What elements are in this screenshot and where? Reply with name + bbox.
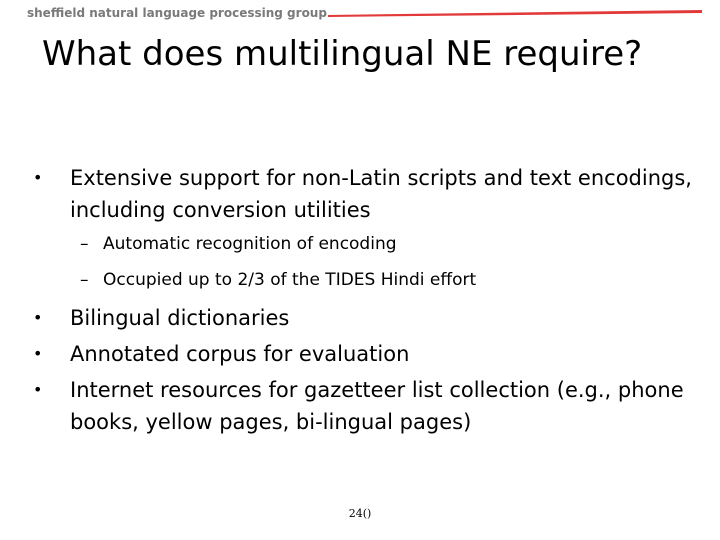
bullet-marker: • bbox=[33, 308, 43, 327]
brand-header: sheffield natural language processing group bbox=[27, 6, 327, 20]
bullet-list bbox=[0, 162, 720, 442]
slide-title: What does multilingual NE require? bbox=[42, 34, 643, 74]
bullet-item bbox=[0, 162, 720, 226]
bullet-marker: • bbox=[33, 380, 43, 399]
slide-number: 24() bbox=[348, 507, 372, 520]
bullet-text: Internet resources for gazetteer list collection (e.g., phone books, yellow pages, bi-lingual pages) bbox=[70, 378, 684, 434]
sub-bullet-item bbox=[0, 266, 720, 294]
sub-bullet-text: Automatic recognition of encoding bbox=[103, 234, 397, 254]
bullet-item bbox=[0, 338, 720, 370]
bullet-text: Bilingual dictionaries bbox=[70, 306, 290, 330]
header-rule-stroke bbox=[328, 10, 702, 17]
sub-bullet-marker: – bbox=[80, 234, 89, 254]
bullet-marker: • bbox=[33, 168, 43, 187]
sub-bullet-marker: – bbox=[80, 270, 89, 290]
bullet-item bbox=[0, 302, 720, 334]
bullet-text: Annotated corpus for evaluation bbox=[70, 342, 410, 366]
header-rule bbox=[328, 8, 702, 18]
sub-bullet-item bbox=[0, 230, 720, 258]
bullet-item bbox=[0, 374, 720, 438]
bullet-text: Extensive support for non-Latin scripts and text encodings, including conversion utilities bbox=[70, 166, 692, 222]
sub-bullet-text: Occupied up to 2/3 of the TIDES Hindi effort bbox=[103, 270, 477, 290]
bullet-marker: • bbox=[33, 344, 43, 363]
